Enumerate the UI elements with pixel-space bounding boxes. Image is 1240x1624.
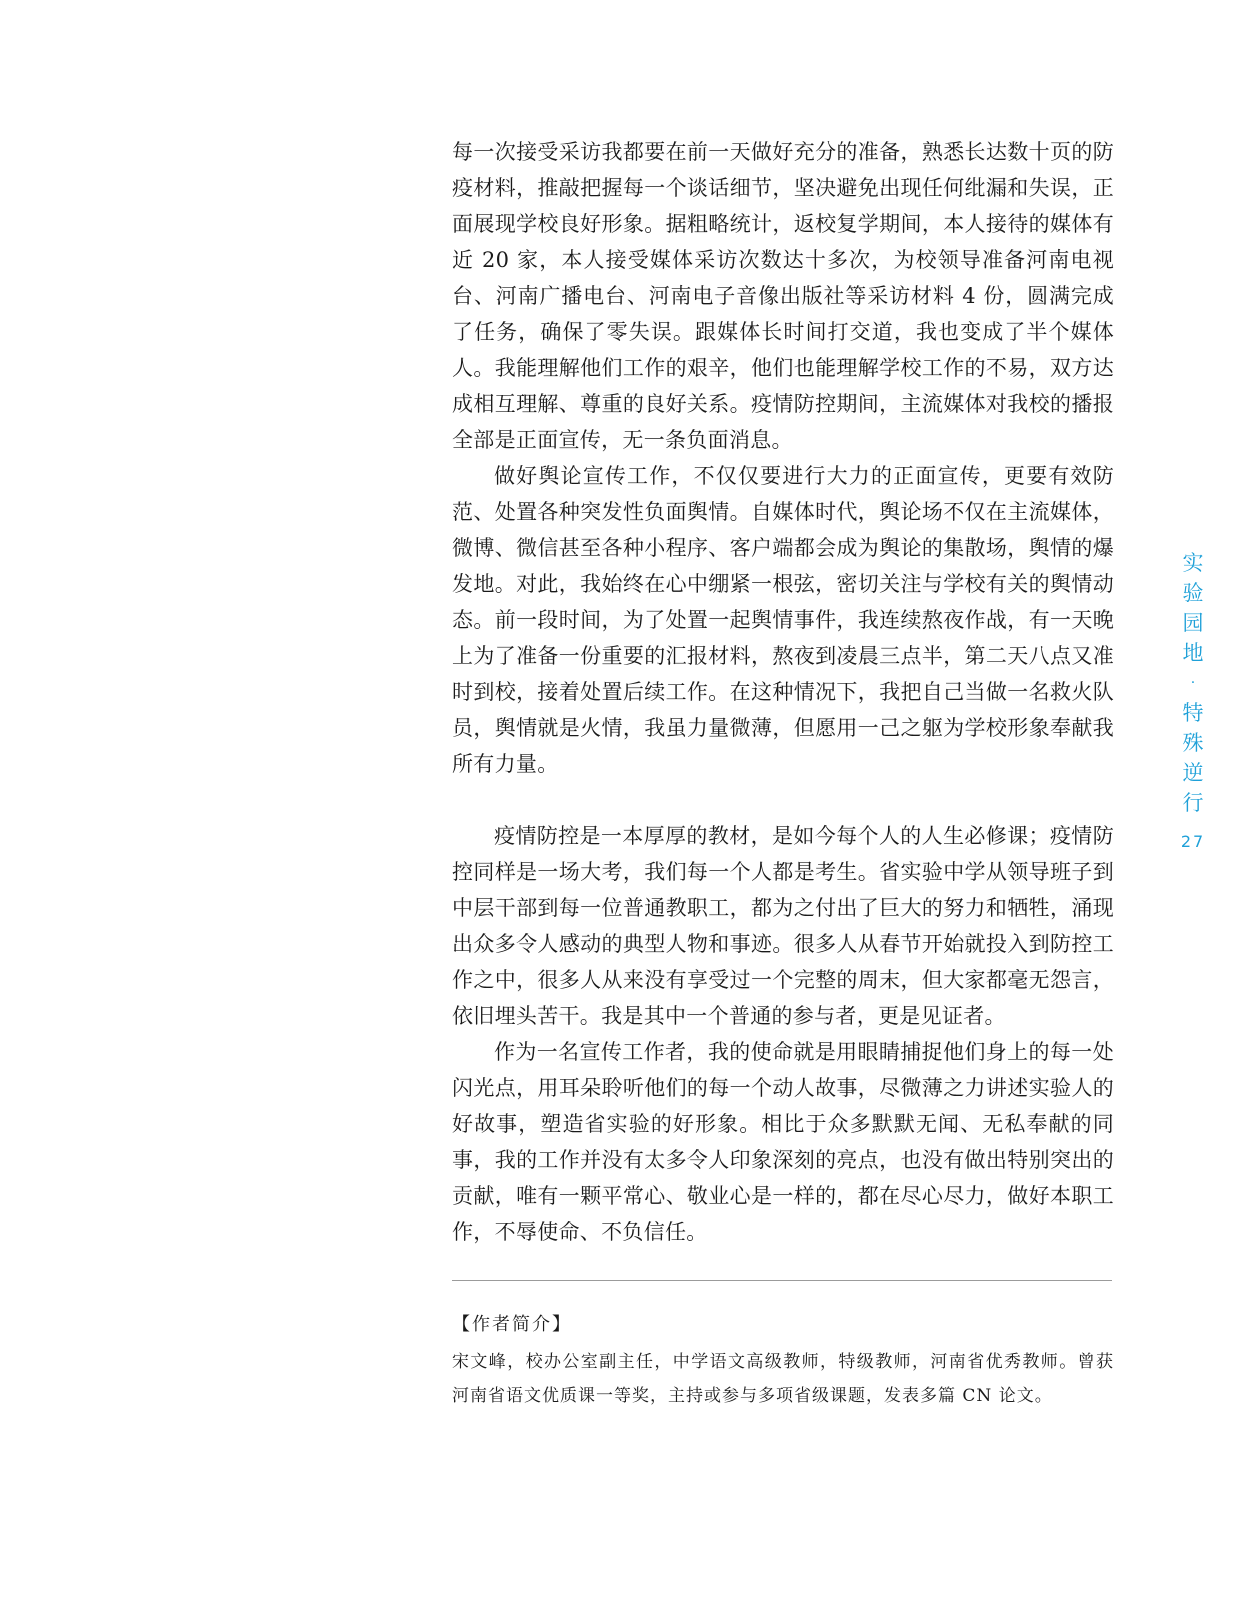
article-body xyxy=(452,134,1114,1250)
paragraph-4: 作为一名宣传工作者，我的使命就是用眼睛捕捉他们身上的每一处闪光点，用耳朵聆听他们的每一个动人故事，尽微薄之力讲述实验人的好故事，塑造省实验的好形象。相比于众多默默无闻、无私奉献的同事，我的工作并没有太多令人印象深刻的亮点，也没有做出特别突出的贡献，唯有一颗平常心、敬业心是一样的，都在尽心尽力，做好本职工作，不辱使命、不负信任。 xyxy=(452,1040,1114,1244)
section-sidebar xyxy=(1178,548,1208,851)
author-bio-text: 宋文峰，校办公室副主任，中学语文高级教师，特级教师，河南省优秀教师。曾获河南省语文优质课一等奖，主持或参与多项省级课题，发表多篇 CN 论文。 xyxy=(452,1352,1114,1406)
sidebar-char: 验 xyxy=(1182,581,1204,605)
sidebar-char: 行 xyxy=(1182,791,1204,815)
sidebar-char: 逆 xyxy=(1182,761,1204,785)
paragraph-3: 疫情防控是一本厚厚的教材，是如今每个人的人生必修课；疫情防控同样是一场大考，我们每一个人都是考生。省实验中学从领导班子到中层干部到每一位普通教职工，都为之付出了巨大的努力和牺牲，涌现出众多令人感动的典型人物和事迹。很多人从春节开始就投入到防控工作之中，很多人从来没有享受过一个完整的周末，但大家都毫无怨言，依旧埋头苦干。我是其中一个普通的参与者，更是见证者。 xyxy=(452,824,1114,1028)
author-bio-heading: 【作者简介】 xyxy=(452,1314,572,1335)
sidebar-separator-dot: · xyxy=(1190,675,1196,691)
sidebar-char: 地 xyxy=(1182,641,1204,665)
section-gap xyxy=(452,782,1114,818)
page-number: 27 xyxy=(1180,832,1206,851)
sidebar-char: 特 xyxy=(1182,701,1204,725)
bio-divider xyxy=(452,1280,1112,1281)
sidebar-char: 实 xyxy=(1182,551,1204,575)
paragraph-1: 每一次接受采访我都要在前一天做好充分的准备，熟悉长达数十页的防疫材料，推敲把握每一个谈话细节，坚决避免出现任何纰漏和失误，正面展现学校良好形象。据粗略统计，返校复学期间，本人接待的媒体有近 20 家，本人接受媒体采访次数达十多次，为校领导准备河南电视台、河南广播电台、河南电子音像出版社等采访材料 4 份，圆满完成了任务，确保了零失误。跟媒体长时间打交道，我也变成了半个媒体人。我能理解他们工作的艰辛，他们也能理解学校工作的不易，双方达成相互理解、尊重的良好关系。疫情防控期间，主流媒体对我校的播报全部是正面宣传，无一条负面消息。 xyxy=(452,140,1114,452)
sidebar-char: 殊 xyxy=(1182,731,1204,755)
sidebar-char: 园 xyxy=(1182,611,1204,635)
paragraph-2: 做好舆论宣传工作，不仅仅要进行大力的正面宣传，更要有效防范、处置各种突发性负面舆情。自媒体时代，舆论场不仅在主流媒体，微博、微信甚至各种小程序、客户端都会成为舆论的集散场，舆情的爆发地。对此，我始终在心中绷紧一根弦，密切关注与学校有关的舆情动态。前一段时间，为了处置一起舆情事件，我连续熬夜作战，有一天晚上为了准备一份重要的汇报材料，熬夜到凌晨三点半，第二天八点又准时到校，接着处置后续工作。在这种情况下，我把自己当做一名救火队员，舆情就是火情，我虽力量微薄，但愿用一己之躯为学校形象奉献我所有力量。 xyxy=(452,464,1114,776)
